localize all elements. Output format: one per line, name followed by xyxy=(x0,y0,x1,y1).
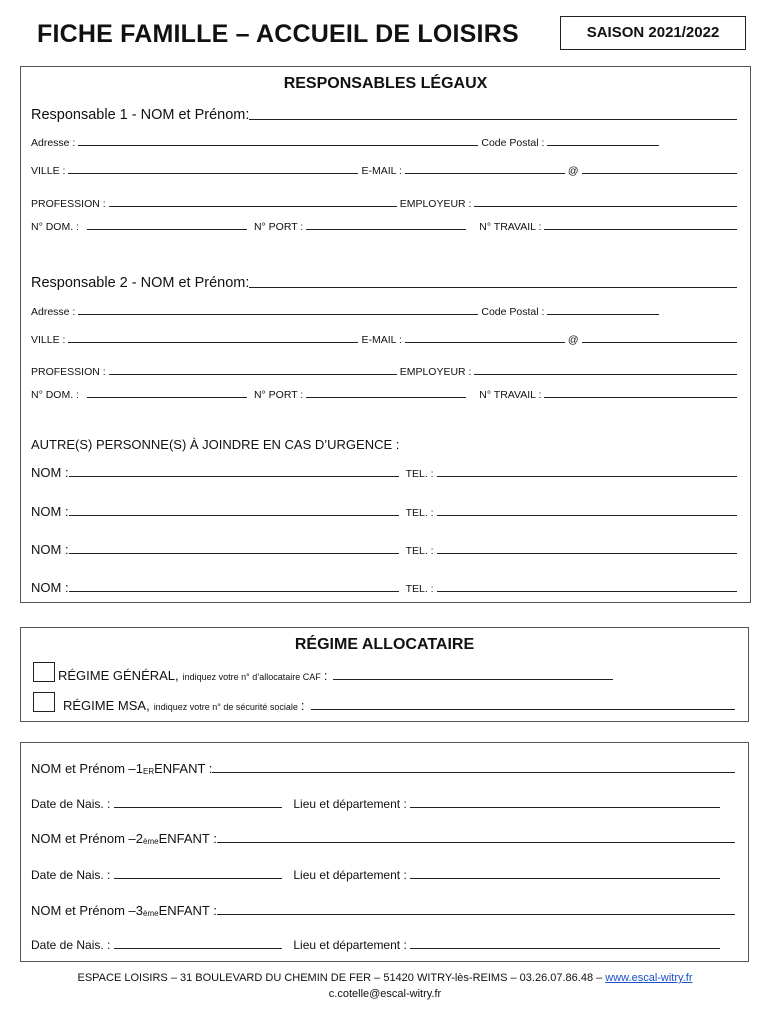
home-phone-label: N° DOM. : xyxy=(31,221,79,233)
resp2-city-row xyxy=(31,334,740,346)
emergency-tel-field-1[interactable] xyxy=(437,476,737,477)
address-label: Adresse : xyxy=(31,306,76,318)
city-label: VILLE : xyxy=(31,165,66,177)
child3-name-row xyxy=(31,903,738,918)
emergency-contact-row xyxy=(31,580,740,595)
resp2-postal-field[interactable] xyxy=(547,314,659,315)
resp1-address-row xyxy=(31,137,740,149)
work-phone-label: N° TRAVAIL : xyxy=(479,389,542,401)
footer-website-link[interactable]: www.escal-witry.fr xyxy=(605,972,693,984)
emergency-tel-label: TEL. : xyxy=(405,583,434,595)
at-symbol: @ xyxy=(567,165,579,177)
postal-code-label: Code Postal : xyxy=(481,137,545,149)
resp2-home-phone-field[interactable] xyxy=(87,397,247,398)
footer-address-line xyxy=(0,970,770,986)
mobile-phone-label: N° PORT : xyxy=(253,389,304,401)
emergency-tel-label: TEL. : xyxy=(405,507,434,519)
email-label: E-MAIL : xyxy=(361,334,402,346)
resp2-name-label: Responsable 2 - NOM et Prénom: xyxy=(31,275,250,291)
birth-date-label: Date de Nais. : xyxy=(31,938,111,952)
child1-ordinal: 1 xyxy=(135,761,143,776)
regime-msa-checkbox[interactable] xyxy=(33,692,55,712)
resp1-postal-field[interactable] xyxy=(547,145,659,146)
resp1-profession-field[interactable] xyxy=(109,206,397,207)
emergency-tel-label: TEL. : xyxy=(405,545,434,557)
resp2-phone-row xyxy=(31,389,740,401)
mobile-phone-label: N° PORT : xyxy=(253,221,304,233)
footer xyxy=(0,970,770,1002)
resp2-mobile-phone-field[interactable] xyxy=(306,397,466,398)
regime-general-label: RÉGIME GÉNÉRAL, xyxy=(58,668,179,683)
resp1-work-phone-field[interactable] xyxy=(544,229,737,230)
child3-name-field[interactable] xyxy=(217,914,735,915)
child2-ordinal: 2 xyxy=(135,831,143,846)
regime-general-hint: indiquez votre n° d’allocataire CAF xyxy=(182,672,321,682)
home-phone-label: N° DOM. : xyxy=(31,389,79,401)
work-phone-label: N° TRAVAIL : xyxy=(479,221,542,233)
resp2-work-phone-field[interactable] xyxy=(544,397,737,398)
email-label: E-MAIL : xyxy=(361,165,402,177)
resp1-home-phone-field[interactable] xyxy=(87,229,247,230)
emergency-contact-row xyxy=(31,465,740,480)
caf-number-field[interactable] xyxy=(333,679,613,680)
child-name-suffix: ENFANT : xyxy=(158,903,217,918)
child2-birth-row xyxy=(31,868,738,882)
birth-date-label: Date de Nais. : xyxy=(31,868,111,882)
resp2-employer-field[interactable] xyxy=(474,374,737,375)
child3-ordinal-sup: ème xyxy=(143,909,159,918)
resp2-city-field[interactable] xyxy=(68,342,358,343)
resp1-email-user-field[interactable] xyxy=(405,173,565,174)
regime-general-colon: : xyxy=(323,668,328,683)
emergency-name-label: NOM : xyxy=(31,580,69,595)
child3-birth-place-field[interactable] xyxy=(410,948,720,949)
regime-general-row xyxy=(33,662,738,683)
regime-msa-row xyxy=(33,692,738,713)
resp2-email-user-field[interactable] xyxy=(405,342,565,343)
emergency-name-field-4[interactable] xyxy=(69,591,399,592)
child2-name-row xyxy=(31,831,738,846)
regime-msa-hint: indiquez votre n° de sécurité sociale xyxy=(153,702,298,712)
emergency-tel-field-3[interactable] xyxy=(437,553,737,554)
child-name-suffix: ENFANT : xyxy=(154,761,213,776)
regime-title: RÉGIME ALLOCATAIRE xyxy=(294,636,475,653)
profession-label: PROFESSION : xyxy=(31,366,106,378)
emergency-name-label: NOM : xyxy=(31,504,69,519)
child1-birth-date-field[interactable] xyxy=(114,807,282,808)
emergency-tel-field-4[interactable] xyxy=(437,591,737,592)
child3-birth-row xyxy=(31,938,738,952)
child2-ordinal-sup: ème xyxy=(143,837,159,846)
emergency-heading-row xyxy=(31,437,740,452)
at-symbol: @ xyxy=(567,334,579,346)
emergency-heading: AUTRE(S) PERSONNE(S) À JOINDRE EN CAS D’URGENCE : xyxy=(31,437,400,452)
resp2-address-row xyxy=(31,306,740,318)
postal-code-label: Code Postal : xyxy=(481,306,545,318)
profession-label: PROFESSION : xyxy=(31,198,106,210)
regime-msa-label: RÉGIME MSA, xyxy=(63,698,150,713)
responsables-title: RESPONSABLES LÉGAUX xyxy=(283,75,488,92)
child1-ordinal-sup: ER xyxy=(143,767,155,776)
resp2-address-field[interactable] xyxy=(78,314,478,315)
emergency-name-field-2[interactable] xyxy=(69,515,399,516)
child2-birth-date-field[interactable] xyxy=(114,878,282,879)
footer-email: c.cotelle@escal-witry.fr xyxy=(328,988,442,1000)
resp2-email-domain-field[interactable] xyxy=(582,342,737,343)
child3-birth-date-field[interactable] xyxy=(114,948,282,949)
emergency-contact-row xyxy=(31,504,740,519)
season-badge: SAISON 2021/2022 xyxy=(560,16,746,50)
resp2-name-row xyxy=(31,275,740,291)
resp1-profession-row xyxy=(31,198,740,210)
children-section xyxy=(20,742,749,962)
emergency-contact-row xyxy=(31,542,740,557)
child-name-prefix: NOM et Prénom – xyxy=(31,761,136,776)
resp1-name-field[interactable] xyxy=(249,119,737,120)
responsables-section xyxy=(20,66,751,603)
child-name-prefix: NOM et Prénom – xyxy=(31,831,136,846)
regime-msa-colon: : xyxy=(300,698,305,713)
birth-place-label: Lieu et département : xyxy=(293,797,407,811)
birth-place-label: Lieu et département : xyxy=(293,938,407,952)
resp2-name-field[interactable] xyxy=(249,287,737,288)
employer-label: EMPLOYEUR : xyxy=(399,366,472,378)
regime-section xyxy=(20,627,749,722)
resp1-name-row xyxy=(31,107,740,123)
child1-name-field[interactable] xyxy=(212,772,735,773)
child1-name-row xyxy=(31,761,738,776)
resp1-address-field[interactable] xyxy=(78,145,478,146)
birth-place-label: Lieu et département : xyxy=(293,868,407,882)
emergency-tel-label: TEL. : xyxy=(405,468,434,480)
address-label: Adresse : xyxy=(31,137,76,149)
child-name-prefix: NOM et Prénom – xyxy=(31,903,136,918)
child1-birth-place-field[interactable] xyxy=(410,807,720,808)
child-name-suffix: ENFANT : xyxy=(158,831,217,846)
resp1-email-domain-field[interactable] xyxy=(582,173,737,174)
resp1-city-row xyxy=(31,165,740,177)
page-title: FICHE FAMILLE – ACCUEIL DE LOISIRS xyxy=(37,20,519,48)
emergency-name-label: NOM : xyxy=(31,542,69,557)
emergency-name-label: NOM : xyxy=(31,465,69,480)
regime-general-checkbox[interactable] xyxy=(33,662,55,682)
emergency-name-field-1[interactable] xyxy=(69,476,399,477)
child2-birth-place-field[interactable] xyxy=(410,878,720,879)
child1-birth-row xyxy=(31,797,738,811)
employer-label: EMPLOYEUR : xyxy=(399,198,472,210)
child2-name-field[interactable] xyxy=(217,842,735,843)
social-security-field[interactable] xyxy=(311,709,736,710)
resp1-city-field[interactable] xyxy=(68,173,358,174)
resp1-phone-row xyxy=(31,221,740,233)
birth-date-label: Date de Nais. : xyxy=(31,797,111,811)
emergency-tel-field-2[interactable] xyxy=(437,515,737,516)
resp1-employer-field[interactable] xyxy=(474,206,737,207)
resp2-profession-field[interactable] xyxy=(109,374,397,375)
city-label: VILLE : xyxy=(31,334,66,346)
resp1-mobile-phone-field[interactable] xyxy=(306,229,466,230)
resp2-profession-row xyxy=(31,366,740,378)
footer-address: ESPACE LOISIRS – 31 BOULEVARD DU CHEMIN DE FER – 51420 WITRY-lès-REIMS – 03.26.07.86.48 – xyxy=(77,972,603,984)
resp1-name-label: Responsable 1 - NOM et Prénom: xyxy=(31,107,250,123)
emergency-name-field-3[interactable] xyxy=(69,553,399,554)
child3-ordinal: 3 xyxy=(135,903,143,918)
